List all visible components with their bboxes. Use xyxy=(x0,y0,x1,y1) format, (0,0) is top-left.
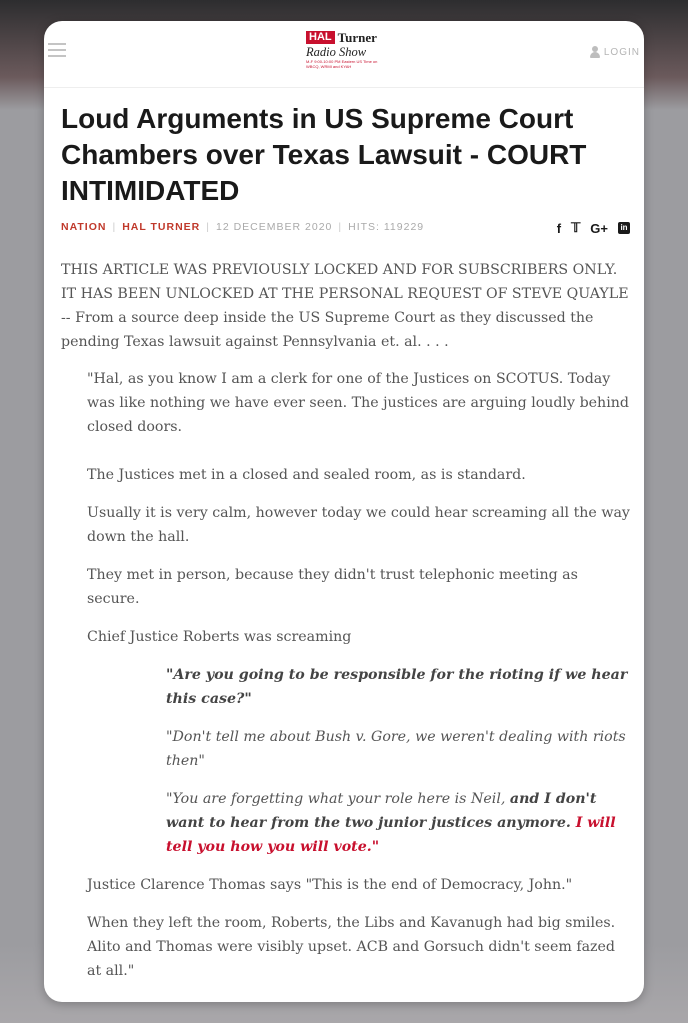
login-label: LOGIN xyxy=(603,46,640,58)
hits-count: HITS: 119229 xyxy=(348,221,425,233)
user-icon xyxy=(590,46,600,58)
twitter-icon[interactable]: 𝕋 xyxy=(571,220,581,235)
article-meta: NATION | HAL TURNER | 12 DECEMBER 2020 | HITS: 119229 xyxy=(61,221,425,233)
quote-paragraph-4: They met in person, because they didn't trust telephonic meeting as secure. xyxy=(87,567,578,607)
category-link[interactable]: NATION xyxy=(61,221,107,233)
linkedin-icon[interactable]: in xyxy=(618,222,630,234)
logo-turner: Turner xyxy=(337,29,377,45)
article-intro: THIS ARTICLE WAS PREVIOUSLY LOCKED AND FOR SUBSCRIBERS ONLY. IT HAS BEEN UNLOCKED AT THE PERSONAL REQUEST OF STEVE QUAYLE -- From a source deep inside the US Supreme Court as they discussed the pending Texas lawsuit against Pennsylvania et. al. . . . xyxy=(61,262,629,350)
quote-paragraph-3: Usually it is very calm, however today we could hear screaming all the way down the hall. xyxy=(87,505,630,545)
quote-3-part-b: and I don't want to hear from the two junior justices anymore. xyxy=(166,791,597,831)
menu-icon[interactable] xyxy=(48,43,66,57)
roberts-quote-3 xyxy=(166,787,636,859)
logo-hal: HAL xyxy=(306,31,335,44)
logo-tagline: M-F 9:00-10:00 PM Eastern US Time on WBCQ, WRMI and KYAH xyxy=(306,59,378,69)
quote-paragraph-1: "Hal, as you know I am a clerk for one of the Justices on SCOTUS. Today was like nothing we have ever seen. The justices are arguing loudly behind closed doors. xyxy=(87,371,629,435)
roberts-quote-1: "Are you going to be responsible for the rioting if we hear this case?" xyxy=(166,667,628,707)
facebook-icon[interactable]: f xyxy=(556,220,562,236)
logo-radio-show: Radio Show xyxy=(306,45,367,59)
article-card xyxy=(44,21,644,1002)
google-plus-icon[interactable]: G+ xyxy=(590,220,608,236)
login-button[interactable] xyxy=(590,46,640,58)
roberts-quote-2: "Don't tell me about Bush v. Gore, we weren't dealing with riots then" xyxy=(166,729,626,769)
quote-paragraph-5: Chief Justice Roberts was screaming xyxy=(87,629,352,645)
quote-paragraph-7: When they left the room, Roberts, the Libs and Kavanugh had big smiles. Alito and Thomas were visibly upset. ACB and Gorsuch didn't seem fazed at all." xyxy=(87,915,616,979)
quote-3-part-c: I will tell you how you will vote." xyxy=(166,815,616,855)
site-header xyxy=(44,21,644,88)
author-link[interactable]: HAL TURNER xyxy=(122,221,201,233)
quote-3-part-a: "You are forgetting what your role here is Neil, xyxy=(166,791,510,807)
article-title: Loud Arguments in US Supreme Court Chambers over Texas Lawsuit - COURT INTIMIDATED xyxy=(61,103,587,206)
site-logo[interactable] xyxy=(306,30,386,69)
publish-date: 12 DECEMBER 2020 xyxy=(216,221,333,233)
social-share xyxy=(557,220,630,236)
quote-paragraph-2: The Justices met in a closed and sealed room, as is standard. xyxy=(87,467,526,483)
quote-paragraph-6: Justice Clarence Thomas says "This is the end of Democracy, John." xyxy=(87,877,573,893)
